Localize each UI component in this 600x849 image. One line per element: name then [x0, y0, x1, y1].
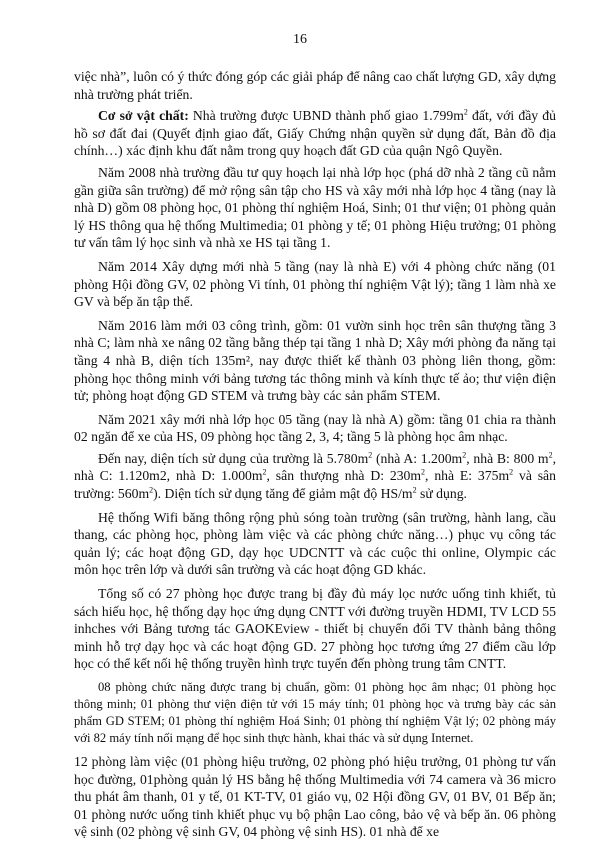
document-body — [74, 68, 556, 847]
paragraph-offices: 12 phòng làm việc (01 phòng hiệu trưởng, 02 phòng phó hiệu trưởng, 01 phòng tư vấn học đường, 01phòng quản lý HS bằng hệ thống Multimedia với 74 camera và 36 micro thu phát âm thanh, 01 y tế, 01 KT-TV, 01 giáo vụ, 02 Hội đồng GV, 01 BV, 01 Bếp ăn; 01 phòng nước uống tinh khiết phục vụ bộ phận Lao công, bảo vệ và bếp ăn. 06 phòng vệ sinh (02 phòng vệ sinh GV, 04 phòng vệ sinh HS). 01 nhà để xe — [74, 754, 556, 840]
superscript: 2 — [412, 485, 417, 495]
superscript: 2 — [462, 450, 467, 460]
paragraph-function-rooms: 08 phòng chức năng được trang bị chuẩn, gồm: 01 phòng học âm nhạc; 01 phòng học thông minh; 01 phòng thư viện điện tử với 15 máy tính; 01 phòng học và trưng bày các sản phẩm GD STEM; 01 phòng thí nghiệm Hoá Sinh; 01 phòng thí nghiệm Vật lý; 02 phòng máy với 82 máy tính nối mạng để học sinh thực hành, khai thác và sử dụng Internet. — [74, 680, 556, 745]
paragraph-2016: Năm 2016 làm mới 03 công trình, gồm: 01 vườn sinh học trên sân thượng tầng 3 nhà C; làm nhà xe nâng 02 tầng bằng thép tại tầng 1 nhà D; Xây mới phòng đa năng tại tầng 4 nhà B, diện tích 135m², nay được thiết kế thành 03 phòng liên thong, gồm: phòng học thông minh với bảng tương tác thông minh và kính thực tế ảo; thư viện điện tử; phòng hoạt động GD STEM và trưng bày các sản phẩm STEM. — [74, 317, 556, 404]
paragraph-1: việc nhà”, luôn có ý thức đóng góp các giải pháp để nâng cao chất lượng GD, xây dựng nhà trường phát triển. — [74, 69, 556, 102]
superscript: 2 — [548, 450, 553, 460]
facilities-heading: Cơ sở vật chất: — [98, 108, 189, 124]
area-text: (nhà A: 1.200m — [372, 450, 463, 466]
area-text: , nhà C: 1.120m2, nhà D: 1.000m — [74, 450, 556, 484]
area-text: , nhà E: 375m — [425, 468, 510, 484]
superscript: 2 — [262, 467, 267, 477]
paragraph-2014: Năm 2014 Xây dựng mới nhà 5 tầng (nay là nhà E) với 4 phòng chức năng (01 phòng Hội đồng GV, 02 phòng Vi tính, 01 phòng thí nghiệm Vật lý); tầng 1 làm nhà xe GV và bếp ăn tập thể. — [74, 258, 556, 310]
superscript: 2 — [421, 467, 426, 477]
paragraph-2008: Năm 2008 nhà trường đầu tư quy hoạch lại nhà lớp học (phá dỡ nhà 2 tầng cũ nằm gần giữa sân trường) để mở rộng sân tập cho HS và xây mới nhà lớp học 4 tầng (nay là nhà D) gồm 08 phòng học, 01 phòng thí nghiệm Hoá, Sinh; 01 thư viện; 01 phòng quản lý HS thông qua hệ thống Multimedia; 01 phòng y tế; 01 phòng Hiệu trưởng; 01 phòng tư vấn tâm lý học sinh và nhà xe HS tại tầng 1. — [74, 164, 556, 251]
area-text: ). Diện tích sử dụng tăng để giảm mật độ HS/m — [153, 486, 413, 502]
superscript: 2 — [368, 450, 373, 460]
area-text: và sân trường: 560m — [74, 468, 556, 502]
paragraph-wifi: Hệ thống Wifi băng thông rộng phủ sóng toàn trường (sân trường, hành lang, cầu thang, các phòng học, phòng làm việc và các phòng chức năng…) phục vụ công tác quản lý; các hoạt động GD, dạy học UDCNTT và các cuộc thi online, Olympic các môn học trên lớp và dưới sân trường và các hoạt động GD khác. — [74, 509, 556, 578]
superscript: 2 — [149, 485, 154, 495]
facilities-text-a: Nhà trường được UBND thành phố giao 1.799m — [188, 108, 464, 124]
paragraph-2021: Năm 2021 xây mới nhà lớp học 05 tầng (nay là nhà A) gồm: tầng 01 chia ra thành 02 ngăn để xe của HS, 09 phòng học tầng 2, 3, 4; tầng 5 là phòng học âm nhạc. — [74, 411, 556, 445]
paragraph-area — [74, 450, 556, 503]
facilities-text-b: đất, với đầy đủ hồ sơ đất đai (Quyết định giao đất, Giấy Chứng nhận quyền sử dụng đất, Bản đồ địa chính…) xác định khu đất nằm trong quy hoạch đất GD của quận Ngô Quyền. — [74, 108, 556, 159]
paragraph-classrooms: Tổng số có 27 phòng học được trang bị đầy đủ máy lọc nước uống tinh khiết, tủ sách hiếu học, hệ thống dạy học ứng dụng CNTT với đường truyền HDMI, TV LCD 55 inhches với Bảng tương tác GAOKEview - thiết bị chuyển đổi TV thành bảng thông minh hỗ trợ dạy học và các hoạt động GD. 27 phòng học tương ứng 27 điểm cầu lớp học có thể kết nối hệ thống truyền hình trực tuyến đến phòng trung tâm CNTT. — [74, 586, 556, 672]
superscript: 2 — [509, 467, 514, 477]
area-text: , sân thượng nhà D: 230m — [266, 468, 422, 484]
paragraph-facilities — [74, 107, 556, 160]
area-text: , nhà B: 800 m — [466, 450, 549, 466]
area-text: Đến nay, diện tích sử dụng của trường là 5.780m — [98, 450, 369, 466]
superscript: 2 — [463, 107, 468, 117]
page-number: 16 — [293, 32, 307, 47]
area-text: sử dụng. — [416, 486, 467, 502]
